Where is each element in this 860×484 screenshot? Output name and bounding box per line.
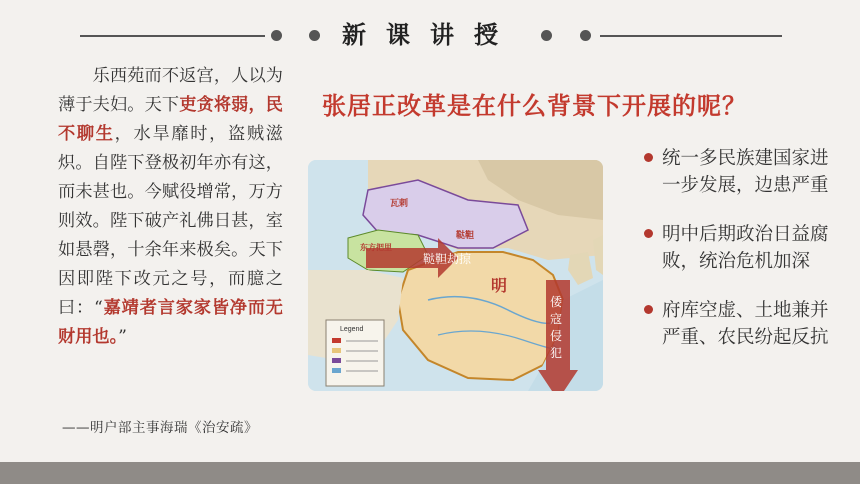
section-header (0, 14, 860, 54)
label-wokou: 寇 (550, 312, 563, 326)
header-dot (271, 30, 282, 41)
header-line-right (600, 35, 782, 37)
bullet-text: 府库空虚、土地兼并严重、农民纷起反抗 (662, 300, 829, 348)
bullet-item (640, 221, 840, 275)
ming-map (308, 160, 603, 391)
quote-highlight: 吏贪将弱，民不聊生 (58, 95, 283, 144)
footer-bar (0, 462, 860, 484)
quote-highlight: 嘉靖者言家家皆净而无财用也。 (58, 298, 283, 347)
label-wokou: 侵 (550, 329, 563, 343)
bullet-item (640, 145, 840, 199)
header-dot (580, 30, 591, 41)
quote-text: ，水旱靡时，盗贼滋炽。自陛下登极初年亦有这，而未甚也。今赋役增常，万方则效。陛下破产礼佛日甚，室如悬磬，十余年来极矣。天下因即陛下改元之号，而臆之曰：“ (58, 124, 283, 318)
header-dot (309, 30, 320, 41)
bullet-dot (644, 153, 653, 162)
label-wokou: 倭 (550, 295, 563, 309)
header-dot (541, 30, 552, 41)
quote-text: 乐西苑而不返宫，人以为薄于夫妇。天下 (58, 66, 283, 115)
section-title: 新课讲授 (342, 21, 518, 49)
label-wala: 瓦剌 (390, 199, 409, 209)
lesson-question: 张居正改革是在什么背景下开展的呢？ (322, 92, 747, 120)
bullet-text: 统一多民族建国家进一步发展，边患严重 (662, 148, 829, 196)
label-east-chagatai: 东方把里 (360, 243, 392, 252)
label-wokou: 犯 (550, 346, 563, 360)
historical-quote (58, 62, 283, 352)
background-bullet-list (640, 145, 840, 373)
map-svg (308, 160, 603, 391)
label-ming: 明 (491, 276, 508, 295)
header-line-left (80, 35, 265, 37)
bullet-dot (644, 305, 653, 314)
bullet-dot (644, 229, 653, 238)
legend-title: Legend (340, 326, 364, 333)
label-mongol-raid: 鞑靼劫掠 (423, 252, 472, 266)
bullet-item (640, 297, 840, 351)
label-tatar: 鞑靼 (456, 231, 475, 241)
bullet-text: 明中后期政治日益腐败，统治危机加深 (662, 224, 829, 272)
quote-attribution: ——明户部主事海瑞《治安疏》 (62, 420, 258, 436)
quote-text: ” (118, 327, 127, 347)
